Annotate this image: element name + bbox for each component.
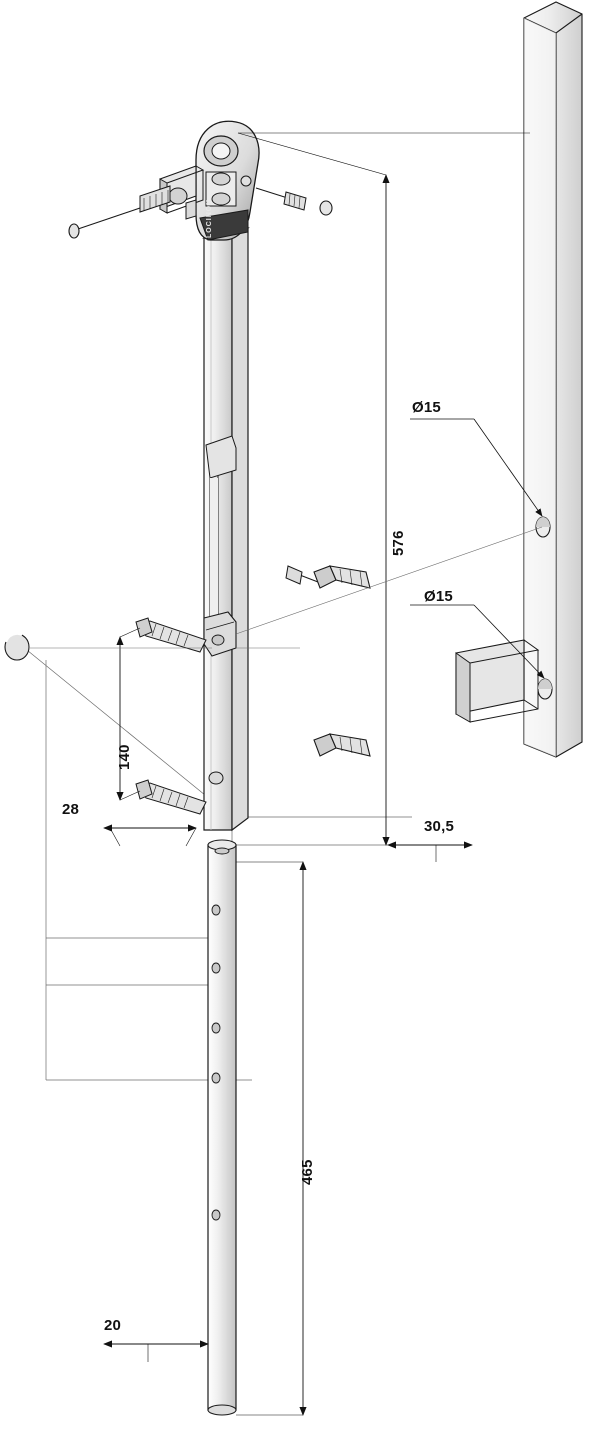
cylinder-fixing-screw (69, 186, 170, 238)
dimension-lines (104, 133, 544, 1415)
drop-bolt-rod (208, 840, 236, 1415)
dimension-label-diameter-15-bottom: Ø15 (424, 588, 453, 605)
dimension-label-576: 576 (390, 530, 407, 556)
handle-knob (5, 634, 29, 660)
wall-anchor-lower (314, 734, 370, 756)
mounting-bolt-lower (136, 780, 206, 814)
dimension-label-20: 20 (104, 1317, 122, 1334)
dimension-label-465: 465 (299, 1159, 316, 1185)
gate-post (524, 2, 582, 757)
dimension-label-28: 28 (62, 801, 80, 818)
dimension-label-diameter-15-top: Ø15 (412, 399, 441, 416)
wall-anchor-upper (286, 566, 370, 588)
head-screw (256, 188, 332, 215)
dimension-label-140: 140 (116, 744, 133, 770)
center-lines (30, 527, 542, 648)
dimension-label-30-5: 30,5 (424, 818, 454, 835)
mounting-bolt-upper (136, 618, 206, 652)
brand-label: LOCINOX (206, 199, 213, 238)
